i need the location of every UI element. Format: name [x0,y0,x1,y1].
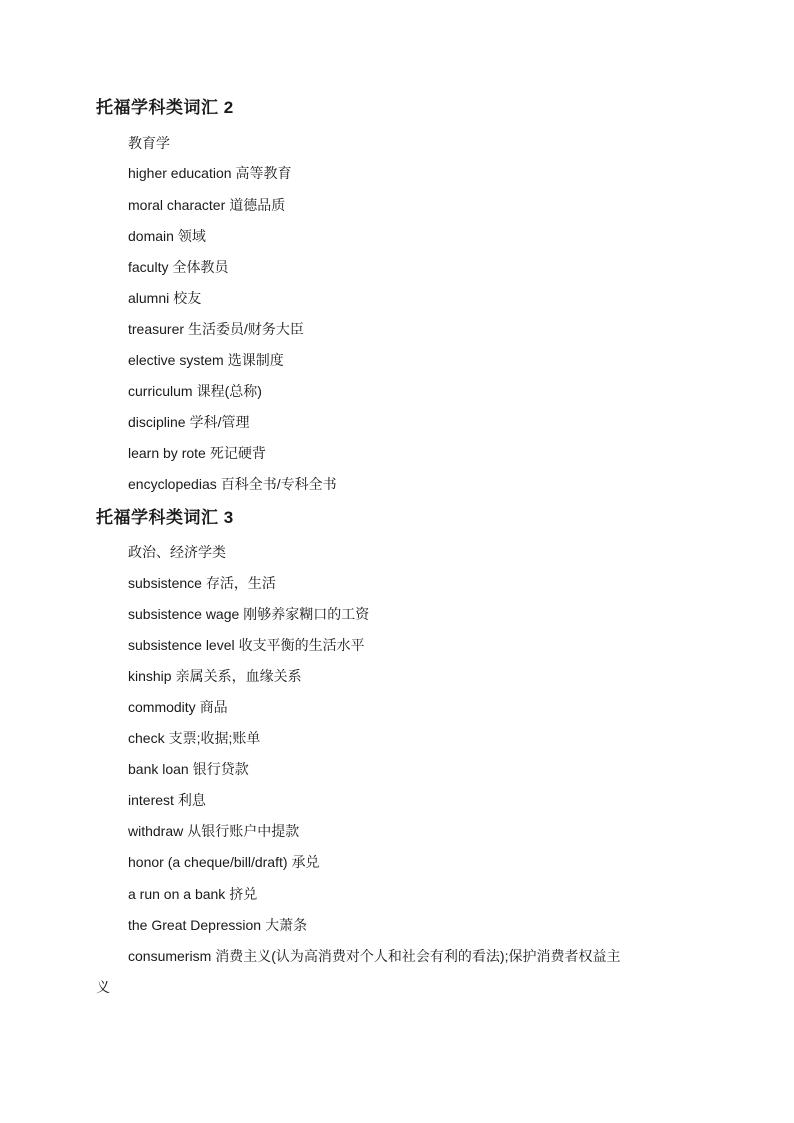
entry-chinese: 百科全书/专科全书 [220,476,337,492]
entry-english: check [128,730,165,746]
section-subheading: 政治、经济学类 [128,544,226,560]
entry-english: the Great Depression [128,917,262,933]
vocab-entry [128,666,302,686]
entry-english: commodity [128,699,196,715]
vocab-entry [128,697,228,717]
entry-english: subsistence [128,575,202,591]
vocab-entry [128,443,266,463]
section-subheading: 教育学 [128,135,170,151]
vocab-entry [128,790,206,810]
entry-english: alumni [128,290,170,306]
entry-chinese: 道德品质 [229,197,286,213]
entry-english: kinship [128,668,172,684]
entry-chinese: 生活委员/财务大臣 [188,321,304,337]
entry-english: discipline [128,414,186,430]
entry-chinese: 挤兑 [229,886,258,902]
vocab-entry [128,195,285,215]
entry-english: a run on a bank [128,886,226,902]
entry-english: bank loan [128,761,189,777]
vocab-entry [128,635,365,655]
entry-chinese: 银行贷款 [192,761,249,777]
entry-english: treasurer [128,321,185,337]
entry-english: elective system [128,352,224,368]
entry-chinese: 课程(总称) [196,383,262,399]
vocab-entry [128,412,249,432]
vocab-entry [128,946,620,966]
entry-chinese: 领域 [177,228,206,244]
entry-chinese: 刚够养家糊口的工资 [243,606,370,622]
entry-english: higher education [128,165,232,181]
vocab-entry [128,884,257,904]
vocab-entry [128,852,320,872]
entry-chinese: 从银行账户中提款 [187,823,300,839]
vocab-entry [128,573,276,593]
vocab-entry [128,257,228,277]
entry-chinese: 商品 [199,699,228,715]
entry-english: curriculum [128,383,193,399]
vocab-entry [128,163,292,183]
entry-chinese: 大萧条 [265,917,308,933]
entry-chinese: 学科/管理 [189,414,250,430]
vocab-entry [128,821,299,841]
entry-english: consumerism [128,948,212,964]
section-heading: 托福学科类词汇 3 [96,508,234,527]
entry-english: learn by rote [128,445,206,461]
vocab-entry [128,226,206,246]
entry-chinese: 选课制度 [227,352,284,368]
vocab-entry [128,915,307,935]
entry-chinese: 利息 [177,792,206,808]
vocab-entry [128,728,260,748]
entry-english: moral character [128,197,226,213]
vocab-entry [128,288,201,308]
entry-english: honor (a cheque/bill/draft) [128,854,288,870]
entry-chinese: 亲属关系，血缘关系 [175,668,302,684]
entry-chinese: 支票;收据;账单 [168,730,261,746]
vocab-entry [128,319,304,339]
entry-english: encyclopedias [128,476,217,492]
entry-chinese: 高等教育 [235,165,292,181]
section-heading: 托福学科类词汇 2 [96,98,234,117]
entry-english: faculty [128,259,169,275]
entry-continuation: 义 [96,979,110,995]
entry-english: interest [128,792,174,808]
entry-english: withdraw [128,823,184,839]
entry-chinese: 消费主义(认为高消费对个人和社会有利的看法);保护消费者权益主 [215,948,621,964]
entry-chinese: 全体教员 [172,259,229,275]
entry-chinese: 承兑 [291,854,320,870]
entry-english: subsistence level [128,637,235,653]
vocab-entry [128,474,337,494]
entry-english: domain [128,228,174,244]
entry-chinese: 存活，生活 [205,575,276,591]
entry-chinese: 校友 [173,290,202,306]
vocab-entry [128,381,262,401]
entry-english: subsistence wage [128,606,240,622]
entry-chinese: 收支平衡的生活水平 [238,637,365,653]
vocab-entry [128,350,284,370]
vocab-entry [128,604,369,624]
entry-chinese: 死记硬背 [209,445,266,461]
vocab-entry [128,759,249,779]
